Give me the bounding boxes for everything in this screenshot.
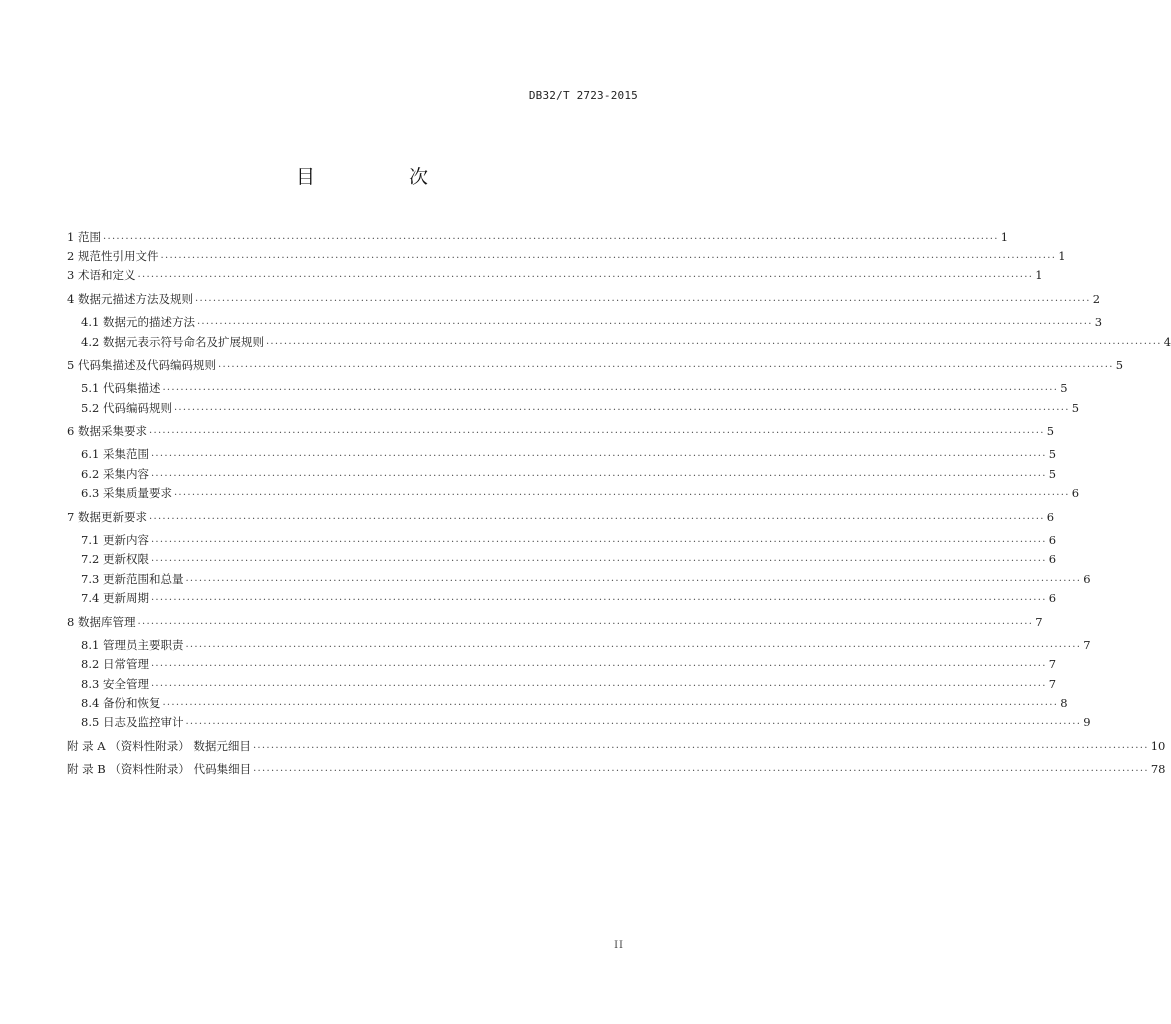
toc-dot-leader: ........................................................................................................................................................................................................ bbox=[150, 658, 1047, 669]
toc-dot-leader: ........................................................................................................................................................................................................ bbox=[253, 763, 1149, 774]
toc-entry-label: 8.1 管理员主要职责 bbox=[81, 638, 184, 652]
toc-entry[interactable] bbox=[81, 714, 1091, 730]
toc-entry-label: 6.3 采集质量要求 bbox=[81, 486, 172, 500]
toc-entry[interactable] bbox=[67, 267, 1043, 283]
toc-entry-label: 8.4 备份和恢复 bbox=[81, 696, 161, 710]
toc-entry-label: 4 数据元描述方法及规则 bbox=[67, 292, 193, 306]
toc-entry-label: 5 代码集描述及代码编码规则 bbox=[67, 358, 216, 372]
toc-entry[interactable] bbox=[81, 314, 1103, 330]
toc-dot-leader: ........................................................................................................................................................................................................ bbox=[148, 511, 1045, 522]
page-title: 目 次 bbox=[295, 166, 473, 188]
toc-entry-label: 8 数据库管理 bbox=[67, 615, 136, 629]
toc-entry-label: 8.2 日常管理 bbox=[81, 657, 149, 671]
toc-entry-page: 1 bbox=[1035, 268, 1043, 282]
toc-entry[interactable] bbox=[81, 334, 1171, 350]
toc-entry-page: 9 bbox=[1083, 715, 1091, 729]
toc-dot-leader: ........................................................................................................................................................................................................ bbox=[150, 592, 1047, 603]
toc-entry-label: 7 数据更新要求 bbox=[67, 510, 147, 524]
toc-entry[interactable] bbox=[81, 532, 1057, 548]
toc-entry[interactable] bbox=[81, 551, 1057, 567]
toc-entry-label: 5.1 代码集描述 bbox=[81, 381, 161, 395]
toc-entry-page: 7 bbox=[1048, 657, 1057, 671]
toc-entry-page: 6 bbox=[1048, 591, 1057, 605]
toc-entry-page: 6 bbox=[1083, 572, 1091, 586]
toc-entry[interactable] bbox=[81, 676, 1057, 692]
toc-entry[interactable] bbox=[67, 761, 1166, 777]
toc-dot-leader: ........................................................................................................................................................................................................ bbox=[185, 639, 1082, 650]
toc-entry-label: 6 数据采集要求 bbox=[67, 424, 147, 438]
toc-entry-page: 8 bbox=[1060, 696, 1068, 710]
toc-entry-label: 7.2 更新权限 bbox=[81, 552, 149, 566]
toc-entry-page: 7 bbox=[1048, 677, 1057, 691]
toc-entry-page: 2 bbox=[1092, 292, 1101, 306]
toc-dot-leader: ........................................................................................................................................................................................................ bbox=[162, 697, 1059, 708]
toc-entry-label: 7.1 更新内容 bbox=[81, 533, 149, 547]
toc-dot-leader: ........................................................................................................................................................................................................ bbox=[185, 716, 1082, 727]
toc-entry[interactable] bbox=[67, 423, 1055, 439]
toc-dot-leader: ........................................................................................................................................................................................................ bbox=[137, 269, 1034, 280]
toc-entry-page: 10 bbox=[1150, 739, 1166, 753]
toc-entry[interactable] bbox=[67, 614, 1043, 630]
document-code: DB32/T 2723-2015 bbox=[528, 89, 638, 102]
toc-entry-page: 4 bbox=[1163, 335, 1171, 349]
toc-entry-label: 附 录 B （资料性附录） 代码集细目 bbox=[67, 762, 252, 776]
toc-entry[interactable] bbox=[81, 590, 1057, 606]
toc-dot-leader: ........................................................................................................................................................................................................ bbox=[150, 448, 1047, 459]
toc-dot-leader: ........................................................................................................................................................................................................ bbox=[162, 382, 1059, 393]
toc-entry-label: 5.2 代码编码规则 bbox=[81, 401, 172, 415]
toc-entry-label: 4.2 数据元表示符号命名及扩展规则 bbox=[81, 335, 264, 349]
toc-entry[interactable] bbox=[67, 291, 1101, 307]
toc-entry-label: 7.4 更新周期 bbox=[81, 591, 149, 605]
toc-entry-page: 6 bbox=[1071, 486, 1080, 500]
toc-entry-page: 3 bbox=[1094, 315, 1103, 329]
toc-dot-leader: ........................................................................................................................................................................................................ bbox=[148, 425, 1045, 436]
toc-dot-leader: ........................................................................................................................................................................................................ bbox=[150, 678, 1047, 689]
toc-entry[interactable] bbox=[81, 446, 1057, 462]
toc-dot-leader: ........................................................................................................................................................................................................ bbox=[252, 740, 1149, 751]
toc-dot-leader: ........................................................................................................................................................................................................ bbox=[185, 573, 1082, 584]
toc-entry-label: 1 范围 bbox=[67, 230, 101, 244]
toc-entry-page: 7 bbox=[1083, 638, 1091, 652]
toc-dot-leader: ........................................................................................................................................................................................................ bbox=[150, 553, 1047, 564]
toc-entry[interactable] bbox=[81, 466, 1057, 482]
toc-entry[interactable] bbox=[81, 637, 1091, 653]
toc-entry-page: 78 bbox=[1150, 762, 1166, 776]
toc-entry-page: 6 bbox=[1048, 533, 1057, 547]
toc-dot-leader: ........................................................................................................................................................................................................ bbox=[265, 336, 1162, 347]
toc-entry[interactable] bbox=[81, 485, 1080, 501]
toc-entry[interactable] bbox=[67, 357, 1124, 373]
toc-entry[interactable] bbox=[67, 229, 1009, 245]
toc-entry-label: 6.2 采集内容 bbox=[81, 467, 149, 481]
toc-entry-page: 5 bbox=[1048, 447, 1057, 461]
toc-entry-label: 附 录 A （资料性附录） 数据元细目 bbox=[67, 739, 251, 753]
toc-dot-leader: ........................................................................................................................................................................................................ bbox=[102, 231, 999, 242]
toc-entry[interactable] bbox=[81, 400, 1080, 416]
toc-entry-page: 6 bbox=[1048, 552, 1057, 566]
toc-entry[interactable] bbox=[81, 695, 1068, 711]
toc-dot-leader: ........................................................................................................................................................................................................ bbox=[150, 468, 1047, 479]
toc-entry-label: 8.3 安全管理 bbox=[81, 677, 149, 691]
toc-entry[interactable] bbox=[81, 380, 1068, 396]
toc-entry[interactable] bbox=[67, 509, 1055, 525]
toc-dot-leader: ........................................................................................................................................................................................................ bbox=[173, 487, 1070, 498]
toc-entry[interactable] bbox=[67, 738, 1166, 754]
toc-entry-page: 1 bbox=[1058, 249, 1066, 263]
toc-entry-page: 5 bbox=[1048, 467, 1057, 481]
toc-entry-page: 1 bbox=[1000, 230, 1009, 244]
toc-entry-label: 4.1 数据元的描述方法 bbox=[81, 315, 195, 329]
toc-entry-label: 7.3 更新范围和总量 bbox=[81, 572, 184, 586]
toc-entry-page: 5 bbox=[1060, 381, 1068, 395]
toc-dot-leader: ........................................................................................................................................................................................................ bbox=[137, 616, 1034, 627]
toc-entry[interactable] bbox=[81, 571, 1091, 587]
toc-dot-leader: ........................................................................................................................................................................................................ bbox=[217, 359, 1114, 370]
toc-dot-leader: ........................................................................................................................................................................................................ bbox=[196, 316, 1093, 327]
toc-entry-page: 5 bbox=[1046, 424, 1055, 438]
toc-dot-leader: ........................................................................................................................................................................................................ bbox=[194, 293, 1091, 304]
toc-entry-page: 5 bbox=[1071, 401, 1080, 415]
page-number: II bbox=[614, 940, 624, 951]
toc-entry-label: 3 术语和定义 bbox=[67, 268, 136, 282]
toc-entry-page: 7 bbox=[1035, 615, 1043, 629]
toc-entry-page: 6 bbox=[1046, 510, 1055, 524]
toc-dot-leader: ........................................................................................................................................................................................................ bbox=[173, 402, 1070, 413]
toc-entry[interactable] bbox=[67, 248, 1066, 264]
toc-dot-leader: ........................................................................................................................................................................................................ bbox=[150, 534, 1047, 545]
toc-dot-leader: ........................................................................................................................................................................................................ bbox=[160, 250, 1057, 261]
toc-entry-label: 6.1 采集范围 bbox=[81, 447, 149, 461]
toc-entry-page: 5 bbox=[1115, 358, 1124, 372]
toc-entry[interactable] bbox=[81, 656, 1057, 672]
toc-entry-label: 8.5 日志及监控审计 bbox=[81, 715, 184, 729]
toc-entry-label: 2 规范性引用文件 bbox=[67, 249, 159, 263]
